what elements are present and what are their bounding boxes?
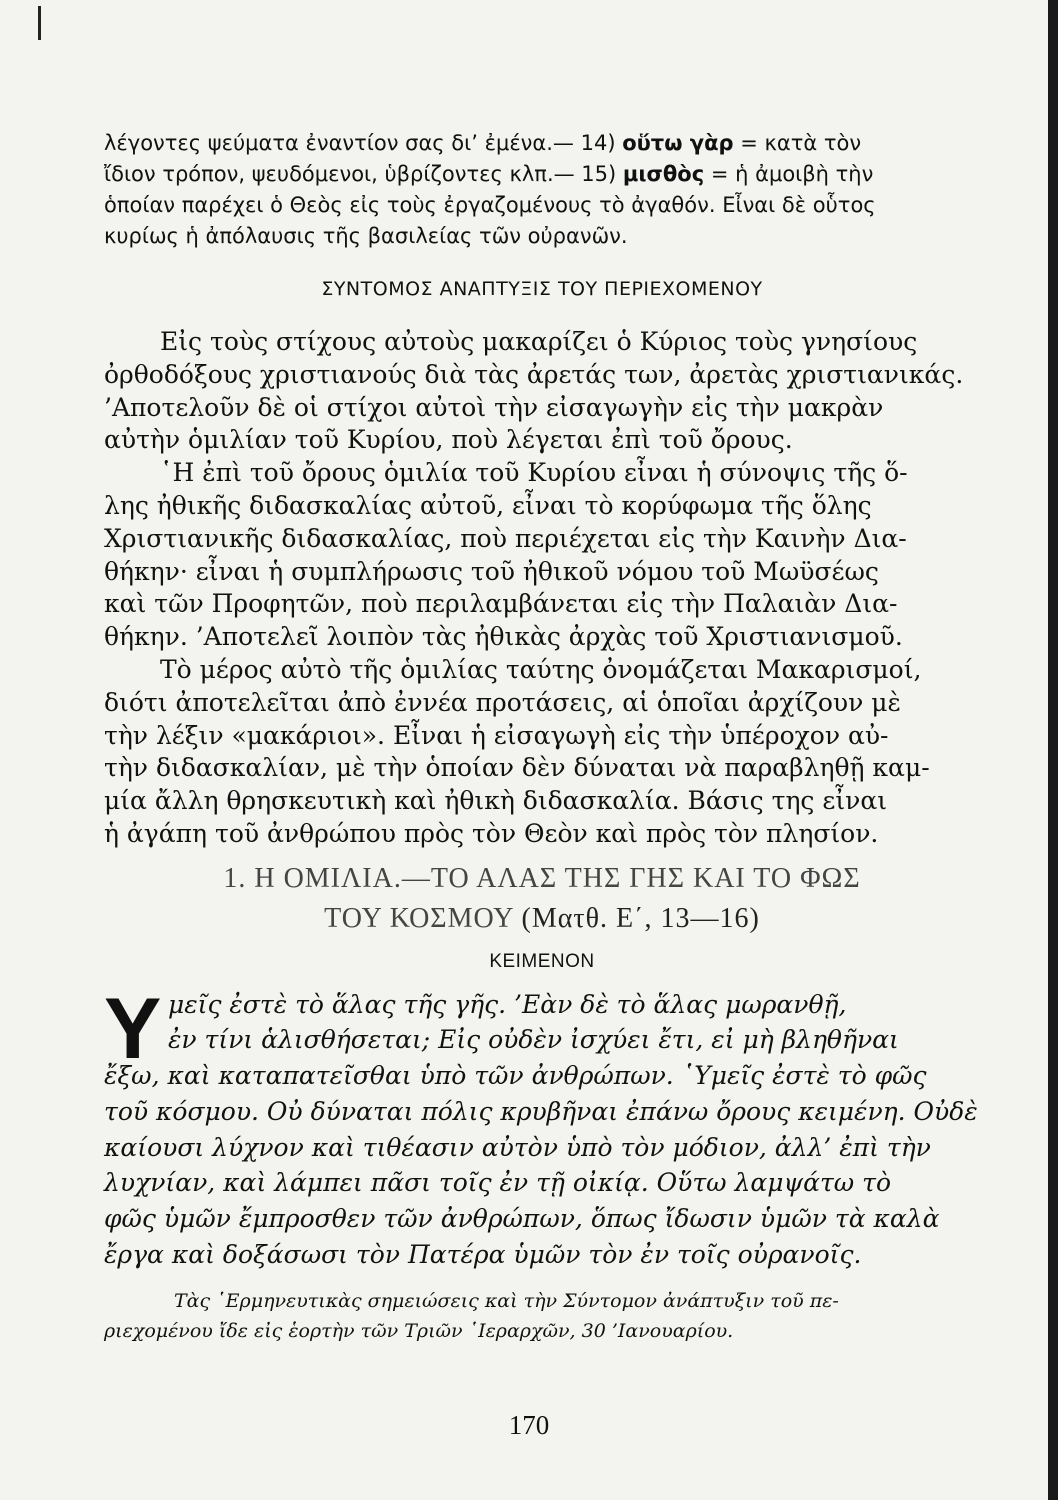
footnote <box>104 1286 980 1346</box>
drop-cap: Υ <box>104 980 162 1077</box>
notes-text: ὁποίαν παρέχει ὁ Θεὸς εἰς τοὺς ἐργαζομένους τὸ ἀγαθόν. Εἶναι δὲ οὗτος <box>104 193 876 217</box>
page-content <box>104 128 980 1346</box>
notes-line <box>104 221 980 252</box>
summary-body <box>104 326 980 851</box>
body-line: τὴν διδασκαλίαν, μὲ τὴν ὁποίαν δὲν δύναται νὰ παραβληθῇ καμ- <box>104 753 930 783</box>
body-line: θήκην· εἶναι ἡ συμπλήρωσις τοῦ ἠθικοῦ νόμου τοῦ Μωϋσέως <box>104 556 879 586</box>
body-line: διότι ἀποτελεῖται ἀπὸ ἐννέα προτάσεις, αἱ ὁποῖαι ἀρχίζουν μὲ <box>104 687 901 717</box>
footnote-line: ριεχομένου ἴδε εἰς ἑορτὴν τῶν Τριῶν ῾Ιεραρχῶν, 30 ’Ιανουαρίου. <box>104 1320 734 1343</box>
scripture-reference: (Ματθ. Ε΄, 13—16) <box>521 902 760 934</box>
body-line: καὶ τῶν Προφητῶν, ποὺ περιλαμβάνεται εἰς τὴν Παλαιὰν Δια- <box>104 589 898 619</box>
body-line: ῾Η ἐπὶ τοῦ ὄρους ὁμιλία τοῦ Κυρίου εἶναι ἡ σύνοψις τῆς ὅ- <box>160 458 908 488</box>
scripture-line: τοῦ κόσμου. Οὐ δύναται πόλις κρυβῆναι ἐπάνω ὄρους κειμένη. Οὐδὲ <box>104 1096 978 1126</box>
body-line: Τὸ μέρος αὐτὸ τῆς ὁμιλίας ταύτης ὀνομάζεται Μακαρισμοί, <box>160 654 922 684</box>
body-line: θήκην. ’Αποτελεῖ λοιπὸν τὰς ἠθικὰς ἀρχὰς τοῦ Χριστιανισμοῦ. <box>104 622 903 652</box>
page-number: 170 <box>508 1410 550 1440</box>
notes-block <box>104 128 980 252</box>
scan-page-shadow <box>1048 0 1058 1500</box>
body-line: λης ἠθικῆς διδασκαλίας αὐτοῦ, εἶναι τὸ κορύφωμα τῆς ὅλης <box>104 490 872 520</box>
body-line: ’Αποτελοῦν δὲ οἱ στίχοι αὐτοὶ τὴν εἰσαγωγὴν εἰς τὴν μακρὰν <box>104 392 884 422</box>
body-line: ἡ ἀγάπη τοῦ ἀνθρώπου πρὸς τὸν Θεὸν καὶ πρὸς τὸν πλησίον. <box>104 818 879 848</box>
notes-line <box>104 190 980 221</box>
section-title <box>104 859 980 939</box>
section-title-line: 1. Η ΟΜΙΛΙΑ.—ΤΟ ΑΛΑΣ ΤΗΣ ΓΗΣ ΚΑΙ ΤΟ ΦΩΣ <box>223 862 861 894</box>
body-line: μία ἄλλη θρησκευτικὴ καὶ ἠθικὴ διδασκαλία. Βάσις της εἶναι <box>104 786 888 816</box>
body-line: τὴν λέξιν «μακάριοι». Εἶναι ἡ εἰσαγωγὴ εἰς τὴν ὑπέροχον αὐ- <box>104 720 889 750</box>
scan-edge-mark <box>38 6 41 40</box>
scripture-text <box>104 980 980 1273</box>
text-heading: ΚΕΙΜΕΝΟΝ <box>489 950 595 972</box>
notes-line <box>104 159 980 190</box>
body-line: Εἰς τοὺς στίχους αὐτοὺς μακαρίζει ὁ Κύριος τοὺς γνησίους <box>160 327 918 356</box>
scripture-line: ἔξω, καὶ καταπατεῖσθαι ὑπὸ τῶν ἀνθρώπων. ῾Υμεῖς ἐστὲ τὸ φῶς <box>104 1061 927 1091</box>
body-line: Χριστιανικῆς διδασκαλίας, ποὺ περιέχεται εἰς τὴν Καινὴν Δια- <box>104 523 907 553</box>
notes-text: ἴδιον τρόπον, ψευδόμενοι, ὑβρίζοντες κλπ.— 15) <box>104 162 623 186</box>
body-line: αὐτὴν ὁμιλίαν τοῦ Κυρίου, ποὺ λέγεται ἐπὶ τοῦ ὄρους. <box>104 425 793 455</box>
notes-text: λέγοντες ψεύματα ἐναντίον σας δι’ ἐμένα.— 14) <box>104 131 623 155</box>
scripture-line: ἔργα καὶ δοξάσωσι τὸν Πατέρα ὑμῶν τὸν ἐν τοῖς οὐρανοῖς. <box>104 1239 862 1269</box>
notes-line <box>104 128 980 159</box>
notes-text: = ἡ ἀμοιβὴ τὴν <box>704 162 874 186</box>
notes-text: = κατὰ τὸν <box>733 131 862 155</box>
body-line: ὀρθοδόξους χριστιανούς διὰ τὰς ἀρετάς των, ἀρετὰς χριστιανικάς. <box>104 359 964 389</box>
notes-text: κυρίως ἡ ἀπόλαυσις τῆς βασιλείας τῶν οὐρανῶν. <box>104 224 628 248</box>
scripture-line: λυχνίαν, καὶ λάμπει πᾶσι τοῖς ἐν τῇ οἰκίᾳ. Οὕτω λαμψάτω τὸ <box>104 1168 892 1198</box>
section-title-caps: ΤΟΥ ΚΟΣΜΟΥ <box>324 902 514 934</box>
notes-bold-term: μισθὸς <box>622 162 705 186</box>
section-title-line <box>104 899 980 939</box>
scripture-line: καίουσι λύχνον καὶ τιθέασιν αὐτὸν ὑπὸ τὸν μόδιον, ἀλλ’ ἐπὶ τὴν <box>104 1132 931 1162</box>
summary-heading: ΣΥΝΤΟΜΟΣ ΑΝΑΠΤΥΞΙΣ ΤΟΥ ΠΕΡΙΕΧΟΜΕΝΟΥ <box>321 278 763 300</box>
footnote-line: Τὰς ῾Ερμηνευτικὰς σημειώσεις καὶ τὴν Σύντομον ἀνάπτυξιν τοῦ πε- <box>174 1290 839 1313</box>
scripture-line: ἐν τίνι ἁλισθήσεται; Εἰς οὐδὲν ἰσχύει ἔτι, εἰ μὴ βληθῆναι <box>168 1025 899 1055</box>
notes-bold-term: οὕτω γὰρ <box>622 131 734 155</box>
scripture-line: φῶς ὑμῶν ἔμπροσθεν τῶν ἀνθρώπων, ὅπως ἴδωσιν ὑμῶν τὰ καλὰ <box>104 1203 940 1233</box>
scripture-line: μεῖς ἐστὲ τὸ ἅλας τῆς γῆς. ’Εὰν δὲ τὸ ἅλας μωρανθῇ, <box>168 989 847 1019</box>
